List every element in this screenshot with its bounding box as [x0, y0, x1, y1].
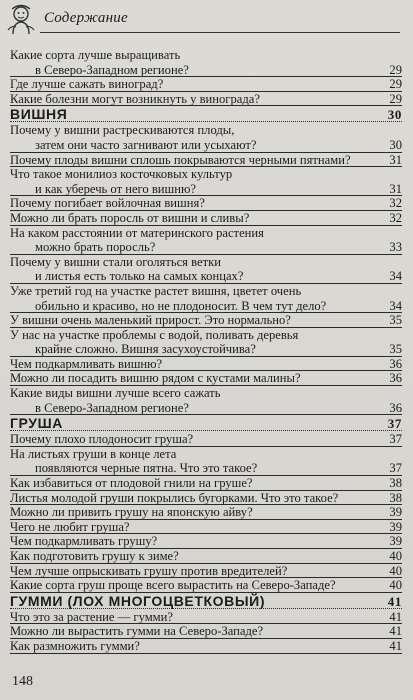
toc-page-number: 33 — [389, 240, 402, 255]
entry-text-line: Какие болезни могут возникнуть у винограда? — [10, 91, 260, 106]
entry-text-line: и как уберечь от него вишню? — [35, 181, 196, 196]
entry-text-line: На каком расстоянии от материнского растения — [10, 225, 264, 240]
toc-page-number: 36 — [389, 356, 402, 371]
toc-entry[interactable] — [10, 624, 402, 639]
toc-page-number: 41 — [389, 609, 402, 624]
entry-text-line: Как подготовить грушу к зиме? — [10, 549, 179, 563]
toc-page-number: 41 — [387, 593, 402, 609]
entry-text-line: в Северо-Западном регионе? — [35, 62, 189, 77]
toc-entry[interactable] — [10, 386, 402, 415]
toc-entry[interactable] — [10, 123, 402, 152]
entry-text-line: Почему плоды вишни сплошь покрываются черными пятнами? — [10, 152, 351, 167]
toc-entry[interactable] — [10, 357, 402, 372]
entry-text-line: Чего не любит груша? — [10, 519, 130, 534]
toc-page-number: 34 — [389, 269, 402, 284]
entry-text-line: Какие сорта лучше выращивать — [10, 48, 181, 62]
toc-entry[interactable] — [10, 371, 402, 386]
toc-entry[interactable] — [10, 284, 402, 313]
entry-text-line: Можно ли привить грушу на японскую айву? — [10, 505, 253, 520]
entry-text-line: Что это за растение — гумми? — [10, 609, 173, 624]
toc-page-number: 40 — [389, 549, 402, 563]
toc-entry[interactable] — [10, 313, 402, 328]
section-title: ВИШНЯ — [10, 106, 68, 123]
toc-page-number: 32 — [389, 210, 402, 225]
toc-entry[interactable] — [10, 534, 402, 549]
toc-entry[interactable] — [10, 167, 402, 196]
toc-page-number: 40 — [389, 563, 402, 578]
table-of-contents — [10, 48, 402, 654]
toc-page-number: 38 — [389, 476, 402, 491]
header-title: Содержание — [44, 10, 128, 26]
toc-page-number: 40 — [389, 578, 402, 593]
entry-text-line: Чем подкармливать вишню? — [10, 356, 163, 371]
entry-text-line: На листьях груши в конце лета — [10, 446, 177, 461]
toc-entry[interactable] — [10, 520, 402, 535]
toc-section-heading[interactable] — [10, 106, 402, 123]
toc-page-number: 37 — [389, 432, 402, 447]
toc-page-number: 29 — [389, 91, 402, 106]
header-divider — [40, 32, 400, 33]
toc-entry[interactable] — [10, 77, 402, 92]
entry-text-line: Почему плохо плодоносит груша? — [10, 432, 194, 447]
section-title: ГУММИ (ЛОХ МНОГОЦВЕТКОВЫЙ) — [10, 592, 266, 609]
entry-text-line: можно брать поросль? — [35, 240, 156, 255]
gardener-figure-icon — [4, 3, 38, 37]
toc-entry[interactable] — [10, 153, 402, 168]
toc-page-number: 35 — [389, 342, 402, 357]
entry-text-line: обильно и красиво, но не плодоносит. В чем тут дело? — [35, 298, 327, 313]
toc-page-number: 36 — [389, 371, 402, 386]
toc-entry[interactable] — [10, 549, 402, 564]
page-number: 148 — [12, 674, 33, 689]
toc-page-number: 29 — [389, 62, 402, 77]
toc-entry[interactable] — [10, 226, 402, 255]
toc-entry[interactable] — [10, 328, 402, 357]
toc-page-number: 39 — [389, 534, 402, 549]
toc-entry[interactable] — [10, 491, 402, 506]
entry-text-line: У вишни очень маленький прирост. Это нормально? — [10, 313, 291, 328]
toc-entry[interactable] — [10, 447, 402, 476]
toc-entry[interactable] — [10, 196, 402, 211]
entry-text-line: Какие сорта груш проще всего вырастить на Северо-Западе? — [10, 578, 336, 593]
toc-section-heading[interactable] — [10, 593, 402, 610]
entry-text-line: Листья молодой груши покрылись бугорками. Что это такое? — [10, 490, 339, 505]
toc-entry[interactable] — [10, 48, 402, 77]
toc-page-number: 41 — [389, 624, 402, 639]
toc-page-number: 37 — [387, 416, 402, 432]
entry-text-line: Как избавиться от плодовой гнили на груше? — [10, 476, 253, 491]
section-title: ГРУША — [10, 415, 63, 432]
entry-text-line: У нас на участке проблемы с водой, поливать деревья — [10, 327, 299, 342]
page-header — [0, 0, 413, 40]
entry-text-line: в Северо-Западном регионе? — [35, 400, 189, 415]
entry-text-line: Почему у вишни стали оголяться ветки — [10, 254, 221, 269]
toc-entry[interactable] — [10, 476, 402, 491]
entry-text-line: появляются черные пятна. Что это такое? — [35, 461, 258, 476]
toc-page-number: 29 — [389, 77, 402, 92]
toc-entry[interactable] — [10, 255, 402, 284]
entry-text-line: Чем лучше опрыскивать грушу против вредителей? — [10, 563, 288, 578]
entry-text-line: Можно ли посадить вишню рядом с кустами малины? — [10, 371, 301, 386]
toc-page-number: 39 — [389, 505, 402, 520]
toc-page-number: 31 — [389, 181, 402, 196]
entry-text-line: Уже третий год на участке растет вишня, цветет очень — [10, 283, 302, 298]
toc-page-number: 38 — [389, 490, 402, 505]
toc-page-number: 41 — [389, 638, 402, 653]
entry-text-line: затем они часто загнивают или усыхают? — [35, 137, 257, 152]
toc-entry[interactable] — [10, 505, 402, 520]
toc-page-number: 39 — [389, 519, 402, 534]
toc-entry[interactable] — [10, 639, 402, 654]
toc-section-heading[interactable] — [10, 415, 402, 432]
entry-text-line: Почему погибает войлочная вишня? — [10, 196, 205, 211]
entry-text-line: Можно ли брать поросль от вишни и сливы? — [10, 210, 250, 225]
entry-text-line: Можно ли вырастить гумми на Северо-Западе? — [10, 624, 264, 639]
toc-entry[interactable] — [10, 564, 402, 579]
entry-text-line: и листья есть только на самых концах? — [35, 269, 244, 284]
toc-entry[interactable] — [10, 92, 402, 107]
toc-entry[interactable] — [10, 610, 402, 625]
toc-entry[interactable] — [10, 578, 402, 593]
entry-text-line: Какие виды вишни лучше всего сажать — [10, 386, 221, 401]
entry-text-line: Как размножить гумми? — [10, 638, 140, 653]
toc-page-number: 31 — [389, 152, 402, 167]
toc-page-number: 37 — [389, 461, 402, 476]
toc-page-number: 34 — [389, 298, 402, 313]
toc-page-number: 30 — [387, 107, 402, 123]
entry-text-line: крайне сложно. Вишня засухоустойчива? — [35, 342, 256, 357]
entry-text-line: Почему у вишни растрескиваются плоды, — [10, 123, 235, 138]
toc-page-number: 36 — [389, 400, 402, 415]
entry-text-line: Что такое монилиоз косточковых культур — [10, 167, 233, 182]
entry-text-line: Где лучше сажать виноград? — [10, 77, 164, 92]
toc-entry[interactable] — [10, 432, 402, 447]
toc-entry[interactable] — [10, 211, 402, 226]
entry-text-line: Чем подкармливать грушу? — [10, 534, 158, 549]
toc-page-number: 35 — [389, 313, 402, 328]
toc-page-number: 30 — [389, 137, 402, 152]
toc-page-number: 32 — [389, 196, 402, 211]
